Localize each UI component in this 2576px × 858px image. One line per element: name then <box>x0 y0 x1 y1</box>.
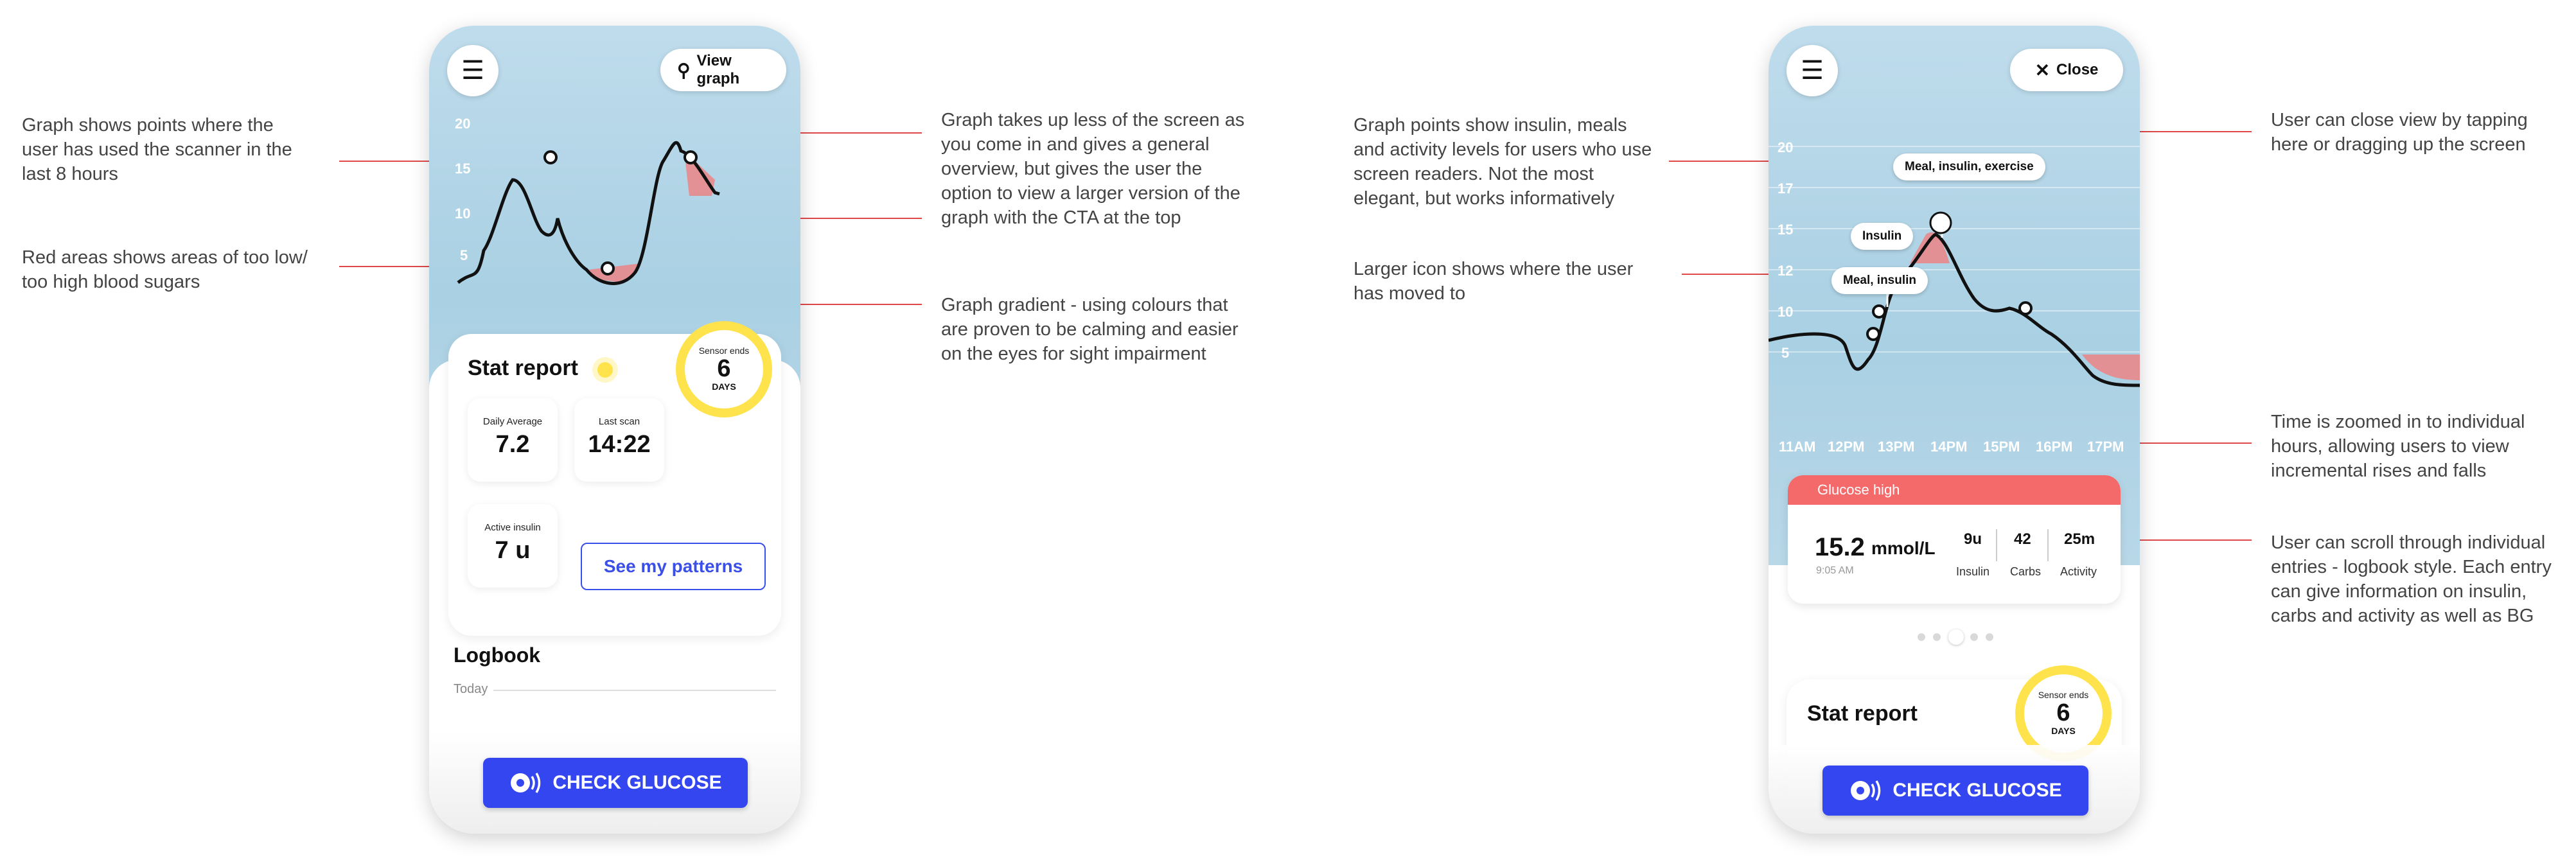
view-graph-button[interactable] <box>660 49 786 91</box>
y-axis-tick: 5 <box>1781 345 1790 361</box>
glucose-line <box>1769 234 2140 385</box>
y-axis-tick: 20 <box>455 116 471 132</box>
entry-divider <box>1996 529 1997 561</box>
graph-tag-insulin[interactable]: Insulin <box>1851 223 1913 250</box>
annotation-graph-points: Graph points show insulin, meals and activity levels for users who use screen readers. Not the most elegant, but works informatively <box>1354 115 1652 209</box>
logbook-entry-card[interactable] <box>1788 475 2121 604</box>
close-button[interactable] <box>2010 49 2123 91</box>
scan-point <box>602 263 613 274</box>
entry-insulin-value: 9u <box>1964 530 1982 548</box>
scan-point <box>1873 306 1885 317</box>
view-graph-label: View graph <box>696 52 740 87</box>
pager-dot[interactable] <box>1986 633 1993 641</box>
selected-point <box>1930 213 1951 233</box>
time-label: 17PM <box>2087 439 2124 455</box>
annotation-graph-gradient: Graph gradient - using colours that are proven to be calming and easier on the eyes for sight impairment <box>941 295 1239 364</box>
annotation-logbook-entries: User can scroll through individual entries - logbook style. Each entry can give information on insulin, carbs and activity as well as BG <box>2271 532 2552 626</box>
scan-icon <box>509 770 542 796</box>
y-axis-tick: 20 <box>1778 139 1794 155</box>
annotation-close-view: User can close view by tapping here or dragging up the screen <box>2271 110 2528 155</box>
y-axis-tick: 17 <box>1778 180 1794 197</box>
y-axis-tick: 15 <box>1778 222 1794 238</box>
check-glucose-label: CHECK GLUCOSE <box>552 772 722 793</box>
graph-tag-meal-insulin-exercise[interactable]: Meal, insulin, exercise <box>1893 153 2045 180</box>
sensor-days-unit: DAYS <box>2051 726 2076 736</box>
y-axis-tick: 12 <box>1778 263 1794 279</box>
menu-button[interactable] <box>1786 45 1838 96</box>
hamburger-icon: ☰ <box>461 57 484 85</box>
entry-insulin-label: Insulin <box>1956 565 1990 578</box>
scan-point <box>545 152 556 163</box>
time-label: 11AM <box>1779 439 1816 455</box>
sensor-days-value: 6 <box>717 355 731 382</box>
sensor-ends-label: Sensor ends <box>2038 690 2089 700</box>
high-range-area <box>2082 355 2140 380</box>
y-axis-tick: 15 <box>455 161 471 177</box>
time-label: 13PM <box>1878 439 1915 455</box>
check-glucose-label: CHECK GLUCOSE <box>1892 780 2062 801</box>
stat-report-card <box>448 334 781 636</box>
time-label: 15PM <box>1983 439 2020 455</box>
pager-dot[interactable] <box>1970 633 1978 641</box>
last-scan-tile: Last scan 14:22 <box>574 398 664 482</box>
entry-header: Glucose high <box>1788 475 2121 505</box>
logbook-title: Logbook <box>454 644 541 667</box>
check-glucose-button[interactable] <box>1822 766 2088 816</box>
entry-time: 9:05 AM <box>1816 565 1854 576</box>
annotation-graph-size: Graph takes up less of the screen as you come in and gives a general overview, but gives the user the option to view a larger version of the graph with the CTA at the top <box>941 110 1245 228</box>
y-axis-tick: 5 <box>460 247 468 263</box>
sensor-ends-label: Sensor ends <box>698 346 750 356</box>
pager-dot[interactable] <box>1918 633 1925 641</box>
entry-activity-label: Activity <box>2060 565 2097 578</box>
pager-dot-active[interactable] <box>1948 629 1964 645</box>
entry-divider <box>2047 529 2049 561</box>
logbook-today-label: Today <box>454 682 488 696</box>
pager-dot[interactable] <box>1933 633 1941 641</box>
sensor-status-dot <box>597 362 613 378</box>
annotation-red-areas: Red areas shows areas of too low/ too high blood sugars <box>22 247 308 292</box>
entry-carbs-label: Carbs <box>2010 565 2042 578</box>
entry-activity-value: 25m <box>2064 530 2095 548</box>
time-label: 12PM <box>1828 439 1865 455</box>
search-icon: ⚲ <box>677 60 691 80</box>
active-insulin-tile: Active insulin 7 u <box>468 504 558 588</box>
entry-carbs-value: 42 <box>2014 530 2031 548</box>
stat-report-title: Stat report <box>1807 701 1918 726</box>
scan-point <box>1867 328 1879 340</box>
sensor-days-value: 6 <box>2056 699 2070 726</box>
entry-glucose-unit: mmol/L <box>1871 538 1936 558</box>
scan-icon <box>1849 778 1882 803</box>
annotation-larger-icon: Larger icon shows where the user has moved to <box>1354 259 1634 304</box>
logbook-divider <box>493 690 776 691</box>
check-glucose-button[interactable] <box>483 758 748 808</box>
scan-point <box>685 152 696 163</box>
stat-report-title: Stat report <box>468 356 578 380</box>
glucose-line <box>458 143 719 283</box>
phone-overview-screen <box>429 26 800 834</box>
time-label: 14PM <box>1930 439 1968 455</box>
daily-average-tile: Daily Average 7.2 <box>468 398 558 482</box>
y-axis-tick: 10 <box>1778 304 1794 320</box>
hamburger-icon: ☰ <box>1801 57 1824 85</box>
menu-button[interactable] <box>447 45 498 96</box>
entry-glucose-value: 15.2 <box>1815 533 1865 561</box>
graph-tag-meal-insulin[interactable]: Meal, insulin <box>1831 267 1928 294</box>
annotation-time-zoom: Time is zoomed in to individual hours, allowing users to view incremental rises and falls <box>2271 412 2525 481</box>
sensor-days-unit: DAYS <box>712 381 736 392</box>
scan-point <box>2020 302 2031 314</box>
annotation-scanner-points: Graph shows points where the user has used the scanner in the last 8 hours <box>22 115 292 184</box>
sensor-ring <box>676 321 772 417</box>
y-axis-tick: 10 <box>455 206 471 222</box>
close-label: Close <box>2056 61 2099 78</box>
see-my-patterns-button[interactable]: See my patterns <box>581 543 766 590</box>
time-label: 16PM <box>2036 439 2073 455</box>
close-icon: ✕ <box>2034 60 2051 80</box>
phone-graph-screen <box>1769 26 2140 834</box>
